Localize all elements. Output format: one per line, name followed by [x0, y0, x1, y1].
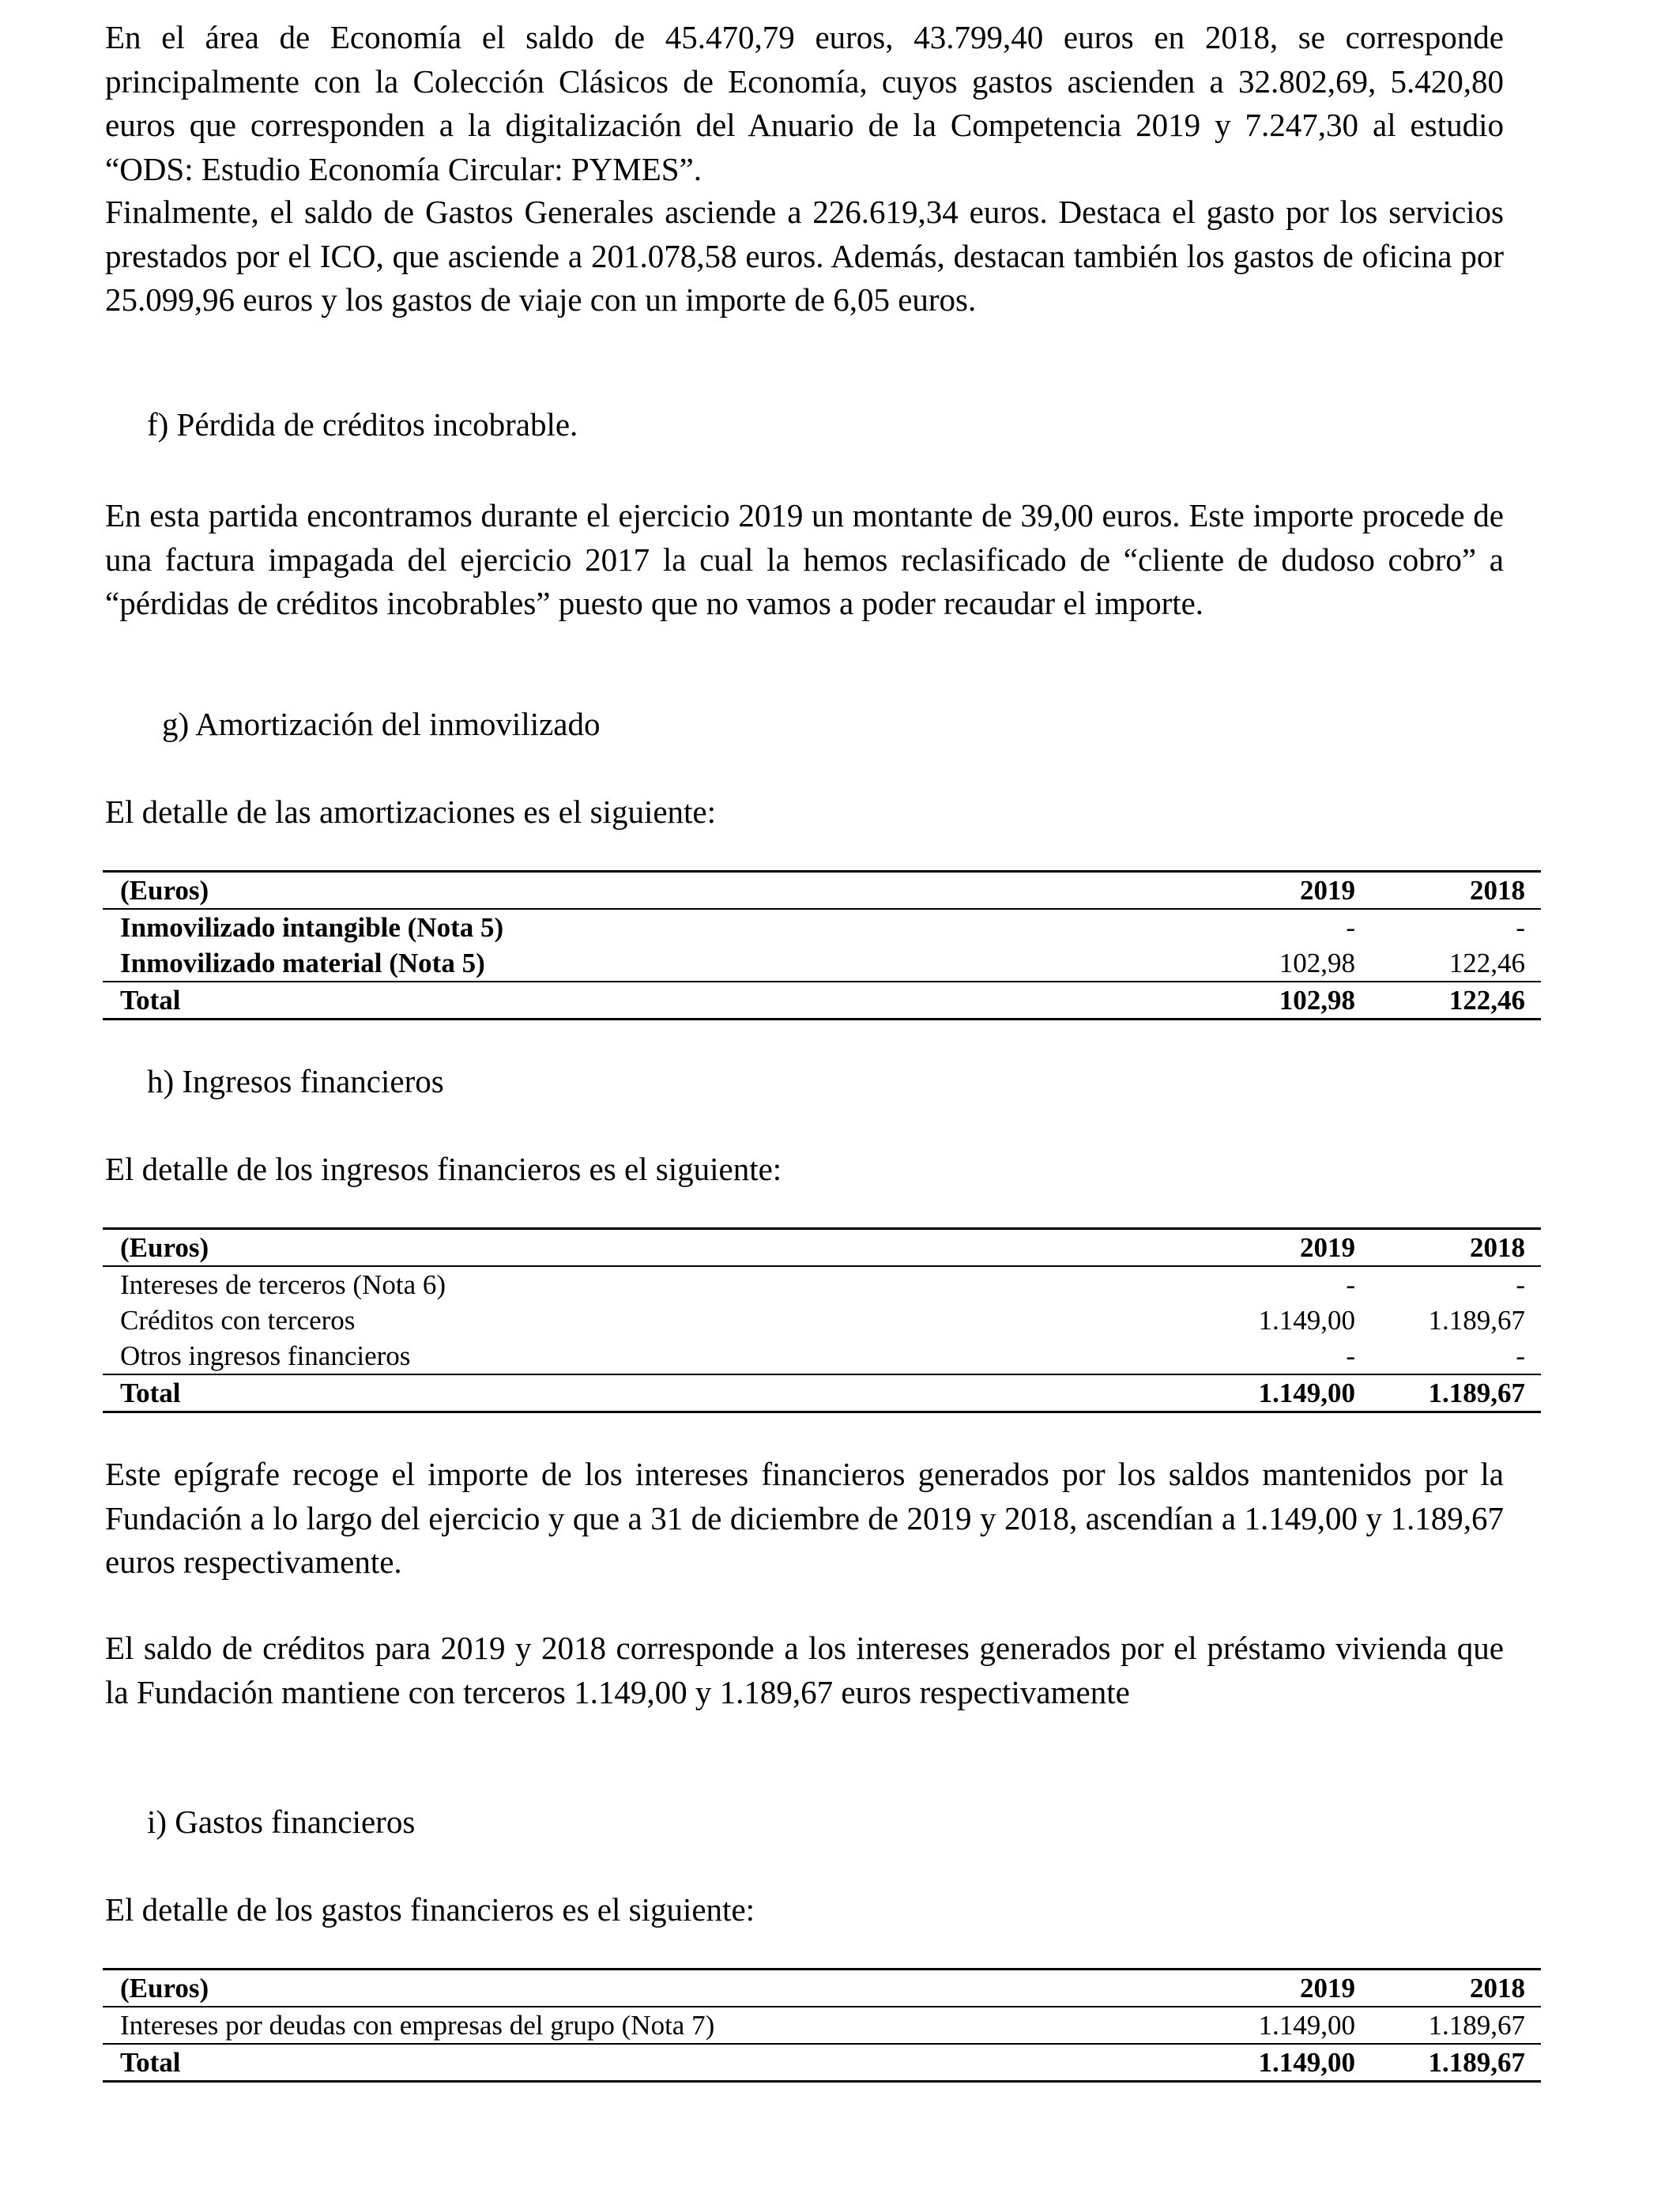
table-total-row — [103, 982, 1541, 1020]
table-total-row — [103, 2044, 1541, 2082]
row-value-2019: 1.149,00 — [1258, 1304, 1355, 1336]
table-row — [103, 945, 1541, 982]
table-row — [103, 1302, 1541, 1338]
header-cell-2019: 2019 — [1300, 1972, 1355, 2004]
section-heading-i: i) Gastos financieros — [147, 1804, 416, 1840]
row-label: Otros ingresos financieros — [120, 1340, 411, 1371]
table-row — [103, 1266, 1541, 1302]
row-value-2019: - — [1346, 1269, 1355, 1300]
paragraph-detalle-amortizaciones: El detalle de las amortizaciones es el siguiente: — [105, 794, 717, 830]
total-value-2018: 1.189,67 — [1428, 1377, 1525, 1408]
table-amortizaciones — [103, 870, 1541, 1020]
row-value-2019: - — [1346, 911, 1355, 943]
row-label: Inmovilizado intangible (Nota 5) — [120, 911, 504, 943]
header-cell-2019: 2019 — [1300, 874, 1355, 906]
row-value-2018: - — [1516, 911, 1525, 943]
row-value-2018: 1.189,67 — [1428, 1304, 1525, 1336]
total-value-2019: 1.149,00 — [1258, 1377, 1355, 1408]
row-value-2018: - — [1516, 1340, 1525, 1371]
row-label: Intereses de terceros (Nota 6) — [120, 1269, 446, 1300]
header-cell-2018: 2018 — [1470, 874, 1525, 906]
total-label: Total — [120, 2046, 181, 2078]
section-heading-g: g) Amortización del inmovilizado — [162, 706, 601, 742]
row-value-2019: 102,98 — [1279, 947, 1355, 978]
paragraph-detalle-ingresos: El detalle de los ingresos financieros es el siguiente: — [105, 1151, 782, 1187]
total-value-2018: 1.189,67 — [1428, 2046, 1525, 2078]
row-label: Inmovilizado material (Nota 5) — [120, 947, 485, 978]
table-gastos-financieros — [103, 1968, 1541, 2083]
table-header-row — [103, 1970, 1541, 2007]
header-cell-2018: 2018 — [1470, 1231, 1525, 1263]
row-value-2019: - — [1346, 1340, 1355, 1371]
total-value-2019: 102,98 — [1279, 984, 1355, 1016]
document-page — [105, 16, 1525, 2083]
paragraph-economia: En el área de Economía el saldo de 45.470,79 euros, 43.799,40 euros en 2018, se corresponde principalmente con la Colección Clásicos de Economía, cuyos gastos ascienden a 32.802,69, 5.420,80 euros que corresponden a la digitalización del Anuario de la Competencia 2019 y 7.247,30 al estudio “ODS: Estudio Economía Circular: PYMES”. — [105, 19, 1504, 187]
table-row — [103, 1338, 1541, 1374]
row-value-2018: 1.189,67 — [1428, 2009, 1525, 2041]
section-heading-f: f) Pérdida de créditos incobrable. — [147, 406, 578, 443]
header-cell-euros: (Euros) — [120, 1972, 209, 2004]
row-value-2018: 122,46 — [1448, 947, 1525, 978]
row-value-2019: 1.149,00 — [1258, 2009, 1355, 2041]
total-label: Total — [120, 984, 181, 1016]
paragraph-saldo-creditos: El saldo de créditos para 2019 y 2018 corresponde a los intereses generados por el préstamo vivienda que la Fundación mantiene con terceros 1.149,00 y 1.189,67 euros respectivamente — [105, 1630, 1504, 1710]
paragraph-epigrafe: Este epígrafe recoge el importe de los intereses financieros generados por los saldos mantenidos por la Fundación a lo largo del ejercicio y que a 31 de diciembre de 2019 y 2018, ascendían a 1.149,00 y 1.189,67 euros respectivamente. — [105, 1456, 1504, 1580]
total-label: Total — [120, 1377, 181, 1408]
table-header-row — [103, 872, 1541, 910]
header-cell-euros: (Euros) — [120, 874, 209, 906]
paragraph-detalle-gastos: El detalle de los gastos financieros es el siguiente: — [105, 1891, 755, 1928]
row-label: Intereses por deudas con empresas del grupo (Nota 7) — [120, 2009, 715, 2041]
paragraph-gastos-generales: Finalmente, el saldo de Gastos Generales asciende a 226.619,34 euros. Destaca el gasto por los servicios prestados por el ICO, que asciende a 201.078,58 euros. Además, destacan también los gastos de oficina por 25.099,96 euros y los gastos de viaje con un importe de 6,05 euros. — [105, 194, 1504, 318]
header-cell-2019: 2019 — [1300, 1231, 1355, 1263]
header-cell-euros: (Euros) — [120, 1231, 209, 1263]
total-value-2018: 122,46 — [1448, 984, 1525, 1016]
row-value-2018: - — [1516, 1269, 1525, 1300]
header-cell-2018: 2018 — [1470, 1972, 1525, 2004]
table-row — [103, 2007, 1541, 2044]
table-ingresos-financieros — [103, 1227, 1541, 1413]
paragraph-perdida-creditos: En esta partida encontramos durante el ejercicio 2019 un montante de 39,00 euros. Este importe procede de una factura impagada del ejercicio 2017 la cual la hemos reclasificado de “cliente de dudoso cobro” a “pérdidas de créditos incobrables” puesto que no vamos a poder recaudar el importe. — [105, 497, 1504, 621]
row-label: Créditos con terceros — [120, 1304, 356, 1336]
table-header-row — [103, 1229, 1541, 1267]
total-value-2019: 1.149,00 — [1258, 2046, 1355, 2078]
table-total-row — [103, 1374, 1541, 1412]
table-row — [103, 909, 1541, 945]
section-heading-h: h) Ingresos financieros — [147, 1063, 444, 1099]
